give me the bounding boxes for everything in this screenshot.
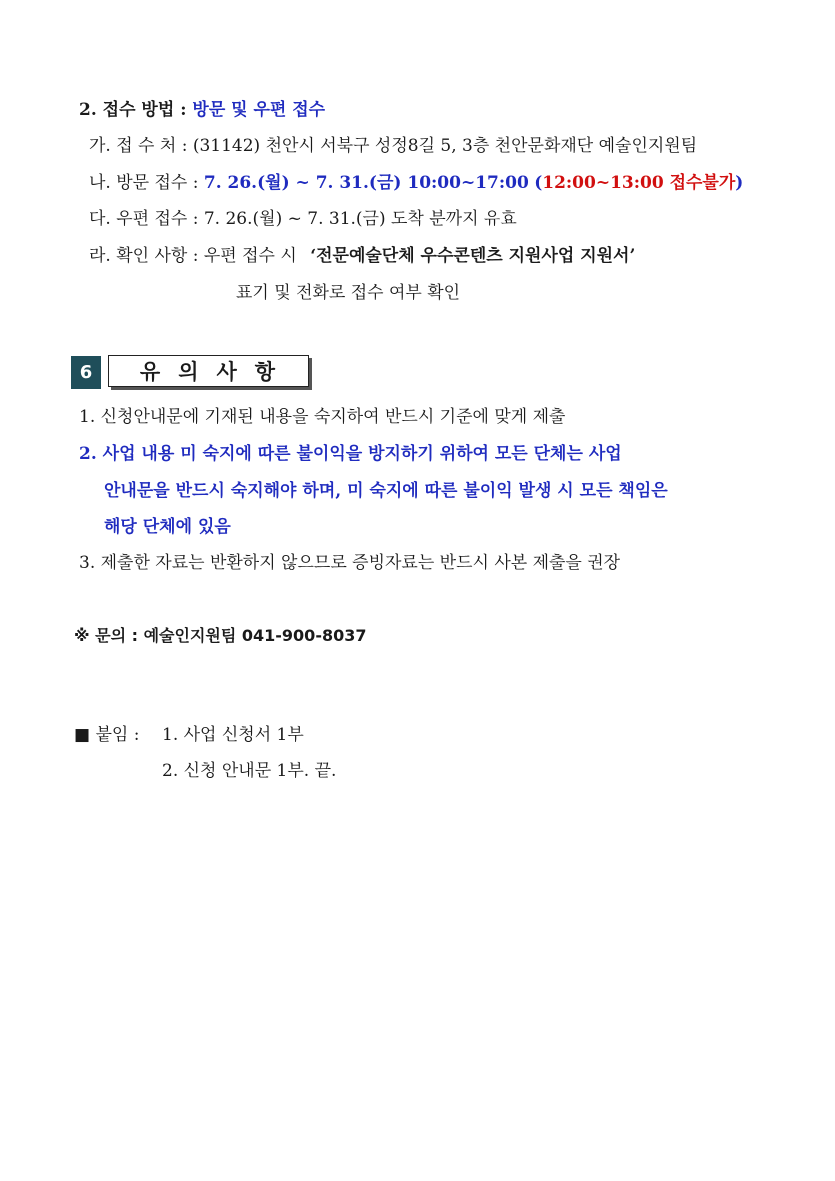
na-label: 나. 방문 접수 : bbox=[89, 173, 199, 193]
ra-quote: ‘전문예술단체 우수콘텐츠 지원사업 지원서’ bbox=[310, 246, 636, 266]
ga-label: 가. 접 수 처 : bbox=[89, 136, 188, 156]
submission-item-ga bbox=[89, 135, 697, 157]
ga-value: (31142) 천안시 서북구 성정8길 5, 3층 천안문화재단 예술인지원팀 bbox=[192, 136, 698, 156]
submission-heading-value: 방문 및 우편 접수 bbox=[192, 100, 326, 120]
attachment-label: ■ 붙임 : bbox=[74, 725, 140, 745]
note-2-line1: 2. 사업 내용 미 숙지에 따른 불이익을 방지하기 위하여 모든 단체는 사업 bbox=[79, 444, 622, 464]
attachment-item-1: 1. 사업 신청서 1부 bbox=[162, 725, 304, 745]
na-note-close: ) bbox=[735, 173, 744, 193]
da-value: 7. 26.(월) ~ 7. 31.(금) 도착 분까지 유효 bbox=[203, 209, 517, 229]
da-label: 다. 우편 접수 : bbox=[89, 209, 199, 229]
note-1: 1. 신청안내문에 기재된 내용을 숙지하여 반드시 기준에 맞게 제출 bbox=[79, 407, 566, 427]
submission-heading-num: 2. 접수 방법 : bbox=[79, 100, 193, 120]
na-note-open: ( bbox=[534, 173, 543, 193]
note-2-line2: 안내문을 반드시 숙지해야 하며, 미 숙지에 따른 불이익 발생 시 모든 책임은 bbox=[104, 481, 668, 501]
note-3: 3. 제출한 자료는 반환하지 않으므로 증빙자료는 반드시 사본 제출을 권장 bbox=[79, 553, 621, 573]
submission-heading bbox=[79, 99, 325, 121]
ra-label: 라. 확인 사항 : bbox=[89, 246, 199, 266]
note-2-line3: 해당 단체에 있음 bbox=[104, 517, 231, 537]
section-title: 유의사항 bbox=[108, 355, 309, 387]
na-value: 7. 26.(월) ~ 7. 31.(금) 10:00~17:00 bbox=[203, 173, 529, 193]
submission-item-ra bbox=[89, 245, 635, 267]
submission-item-da bbox=[89, 208, 517, 230]
ra-value: 우편 접수 시 bbox=[203, 246, 297, 266]
inquiry-line: ※ 문의 : 예술인지원팀 041-900-8037 bbox=[74, 626, 367, 645]
section-number-badge: 6 bbox=[71, 356, 101, 389]
na-note: 12:00~13:00 접수불가 bbox=[542, 173, 736, 193]
attachment-item-2: 2. 신청 안내문 1부. 끝. bbox=[162, 761, 337, 781]
submission-item-na bbox=[89, 172, 743, 194]
ra-line2: 표기 및 전화로 접수 여부 확인 bbox=[236, 283, 461, 303]
